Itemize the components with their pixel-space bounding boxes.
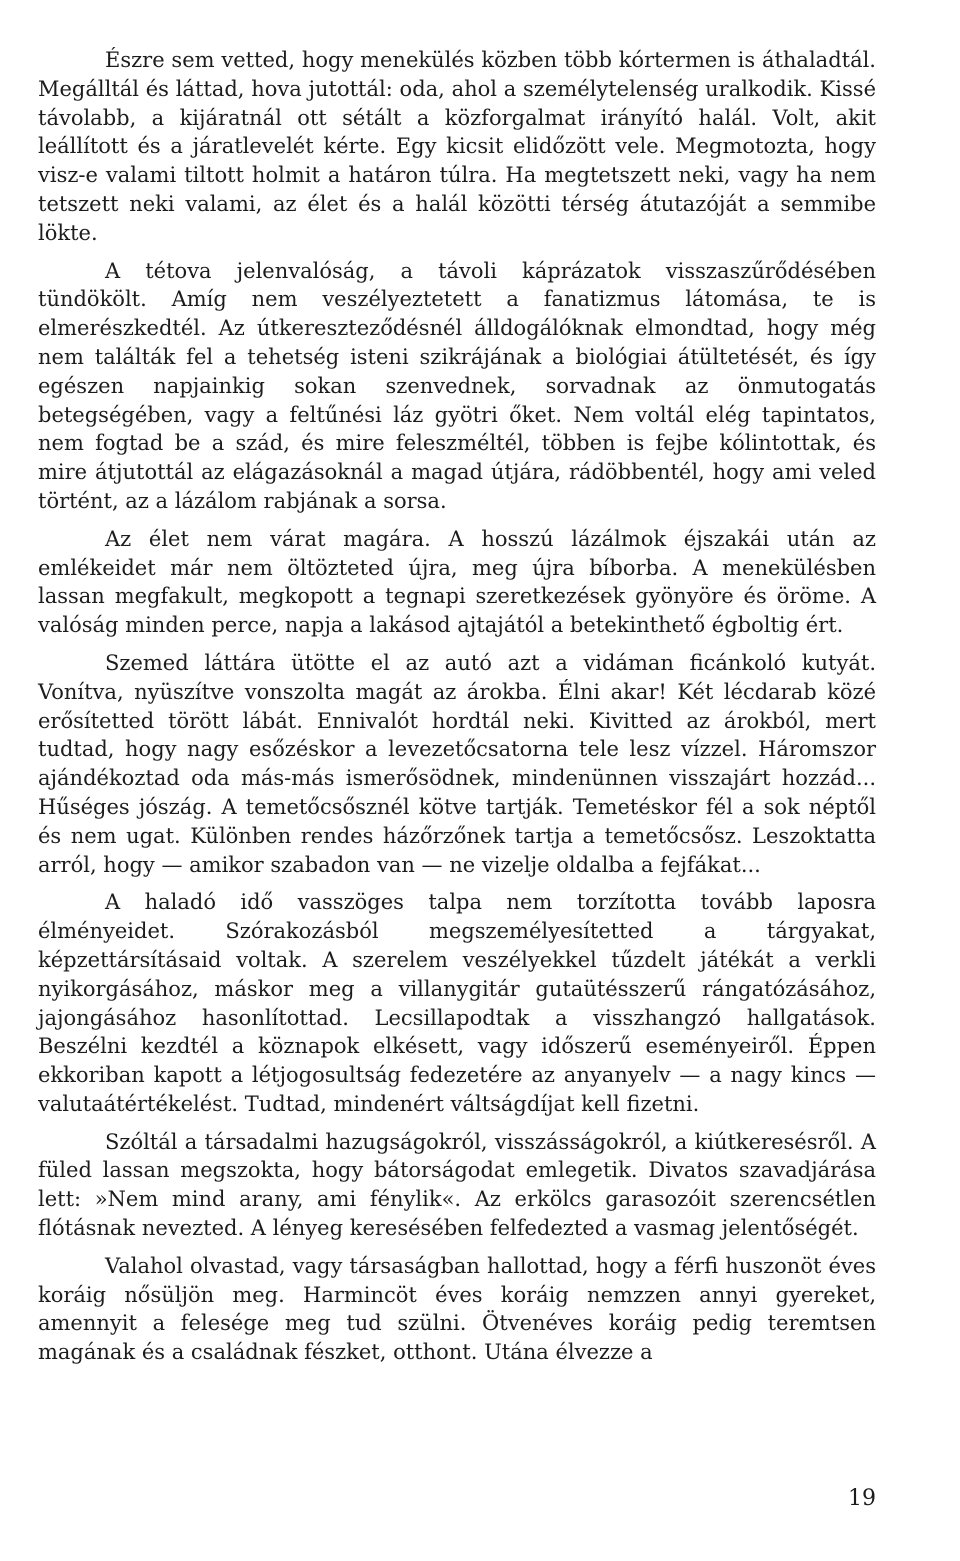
paragraph-1: Észre sem vetted, hogy menekülés közben több kórtermen is áthaladtál. Megálltál és láttad, hova jutottál: oda, ahol a személytelenség uralkodik. Kissé távolabb, a kijáratnál ott sétált a közforgalmat irányító halál. Volt, akit leállított és a járatlevelét kérte. Egy kicsit elidőzött vele. Megmotozta, hogy visz-e valami tiltott holmit a határon túlra. Ha megtetszett neki, vagy ha nem tetszett neki valami, az élet és a halál közötti térség átutazóját a semmibe lökte. xyxy=(38,48,876,245)
paragraph-5: A haladó idő vasszöges talpa nem torzította tovább laposra élményeidet. Szórakozásból megszemélyesítetted a tárgyakat, képzettársításaid voltak. A szerelem veszélyekkel tűzdelt játékát a verkli nyikorgásához, máskor meg a villanygitár gutaütésszerű rángatózásához, jajongásához hasonlítottad. Lecsillapodtak a visszhangzó hallgatások. Beszélni kezdtél a köznapok elkésett, vagy időszerű eseményeiről. Éppen ekkoriban kapott a létjogosultság fedezetére az anyanyelv — a nagy kincs — valutaátértékelést. Tudtad, mindenért váltságdíjat kell fizetni. xyxy=(38,890,876,1116)
paragraph-3: Az élet nem várat magára. A hosszú lázálmok éjszakái után az emlékeidet már nem öltözteted újra, meg újra bíborba. A menekülésben lassan megfakult, megkopott a tegnapi szeretkezések gyönyöre és öröme. A valóság minden perce, napja a lakásod ajtajától a betekinthető égboltig ért. xyxy=(38,526,876,638)
page-body xyxy=(38,46,876,1376)
paragraph-4: Szemed láttára ütötte el az autó azt a vidáman ficánkoló kutyát. Vonítva, nyüszítve vonszolta magát az árokba. Élni akar! Két lécdarab közé erősítetted törött lábát. Ennivalót hordtál neki. Kivitted az árokból, mert tudtad, hogy nagy esőzéskor a levezetőcsatorna tele lesz vízzel. Háromszor ajándékoztad oda más-más ismerősödnek, mindenünnen visszajárt hozzád... Hűséges jószág. A temetőcsősznél kötve tartják. Temetéskor fél a sok néptől és nem ugat. Különben rendes házőrzőnek tartja a temetőcsősz. Leszoktatta arról, hogy — amikor szabadon van — ne vizelje oldalba a fejfákat... xyxy=(38,650,876,877)
page-number: 19 xyxy=(848,1486,876,1511)
paragraph-6: Szóltál a társadalmi hazugságokról, visszásságokról, a kiútkeresésről. A füled lassan megszokta, hogy bátorságodat emlegetik. Divatos szavadjárása lett: »Nem mind arany, ami fénylik«. Az erkölcs garasozóit szerencsétlen flótásnak nevezted. A lényeg keresésében felfedezted a vasmag jelentőségét. xyxy=(38,1129,876,1241)
paragraph-7: Valahol olvastad, vagy társaságban hallottad, hogy a férfi huszonöt éves koráig nősüljön meg. Harmincöt éves koráig nemzzen annyi gyereket, amennyit a felesége meg tud szülni. Ötvenéves koráig pedig teremtsen magának és a családnak fészket, otthont. Utána élvezze a xyxy=(38,1253,876,1365)
paragraph-2: A tétova jelenvalóság, a távoli káprázatok visszaszűrődésében tündökölt. Amíg nem veszélyeztetett a fanatizmus látomása, te is elmerészkedtél. Az útkereszteződésnél álldogálóknak elmondtad, hogy még nem találták fel a tehetség isteni szikrájának a biológiai átültetését, és így egészen napjainkig sokan szenvednek, sorvadnak az önmutogatás betegségében, vagy a feltűnési láz gyötri őket. Nem voltál elég tapintatos, nem fogtad be a szád, és mire feleszméltél, többen is fejbe kólintottak, és mire átjutottál az elágazásoknál a magad útjára, rádöbbentél, hogy ami veled történt, az a lázálom rabjának a sorsa. xyxy=(38,258,876,513)
